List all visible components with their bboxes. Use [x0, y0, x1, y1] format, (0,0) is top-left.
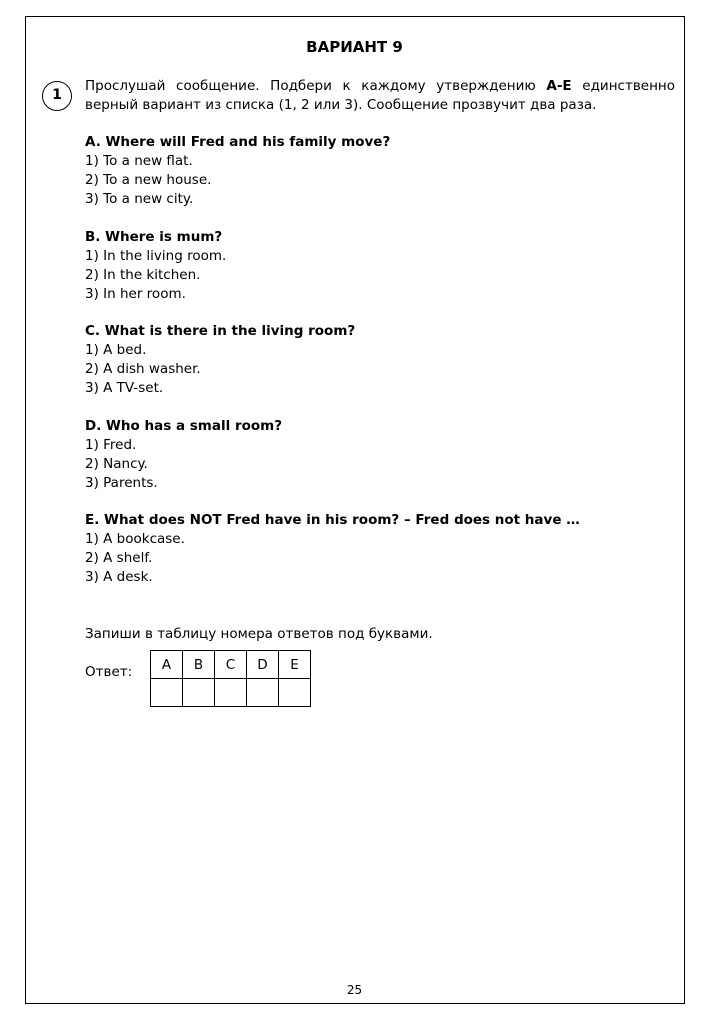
question-e — [85, 511, 580, 587]
option: 3) In her room. — [85, 286, 186, 302]
answer-cell-a[interactable] — [151, 679, 183, 707]
option: 3) To a new city. — [85, 191, 194, 207]
answer-input-row — [151, 679, 311, 707]
answer-header-a: A — [151, 651, 183, 679]
answer-header-b: B — [183, 651, 215, 679]
option: 1) A bed. — [85, 342, 147, 358]
page-title: ВАРИАНТ 9 — [306, 38, 403, 56]
option: 3) Parents. — [85, 475, 158, 491]
answer-header-c: C — [215, 651, 247, 679]
option: 2) In the kitchen. — [85, 267, 201, 283]
option: 1) To a new flat. — [85, 153, 193, 169]
answer-header-d: D — [247, 651, 279, 679]
answer-table — [150, 650, 311, 707]
option: 2) Nancy. — [85, 456, 148, 472]
option: 1) In the living room. — [85, 248, 227, 264]
question-d — [85, 417, 282, 493]
question-text: C. What is there in the living room? — [85, 323, 356, 339]
answer-label: Ответ: — [85, 664, 133, 680]
table-instruction: Запиши в таблицу номера ответов под буквами. — [85, 626, 433, 642]
option: 1) Fred. — [85, 437, 137, 453]
question-text: D. Who has a small room? — [85, 418, 283, 434]
option: 3) A desk. — [85, 569, 153, 585]
question-text: B. Where is mum? — [85, 229, 223, 245]
answer-cell-e[interactable] — [279, 679, 311, 707]
question-text: E. What does NOT Fred have in his room? – Fred does not have … — [85, 512, 580, 528]
option: 2) A dish washer. — [85, 361, 201, 377]
answer-cell-d[interactable] — [247, 679, 279, 707]
option: 3) A TV-set. — [85, 380, 164, 396]
task-number-badge: 1 — [42, 81, 72, 111]
instruction-part2: единственно верный вариант из списка (1, 2 или 3). Сообщение прозвучит два раза. — [85, 78, 675, 113]
question-a — [85, 133, 390, 209]
question-c — [85, 322, 355, 398]
page-number: 25 — [346, 983, 363, 997]
option: 2) To a new house. — [85, 172, 212, 188]
answer-cell-b[interactable] — [183, 679, 215, 707]
option: 2) A shelf. — [85, 550, 153, 566]
option: 1) A bookcase. — [85, 531, 185, 547]
instruction-part1: Прослушай сообщение. Подбери к каждому утверждению — [85, 78, 547, 94]
task-instruction — [85, 77, 675, 115]
answer-header-e: E — [279, 651, 311, 679]
answer-header-row — [151, 651, 311, 679]
question-text: A. Where will Fred and his family move? — [85, 134, 391, 150]
question-b — [85, 228, 226, 304]
answer-cell-c[interactable] — [215, 679, 247, 707]
instruction-bold: A-E — [546, 78, 572, 94]
